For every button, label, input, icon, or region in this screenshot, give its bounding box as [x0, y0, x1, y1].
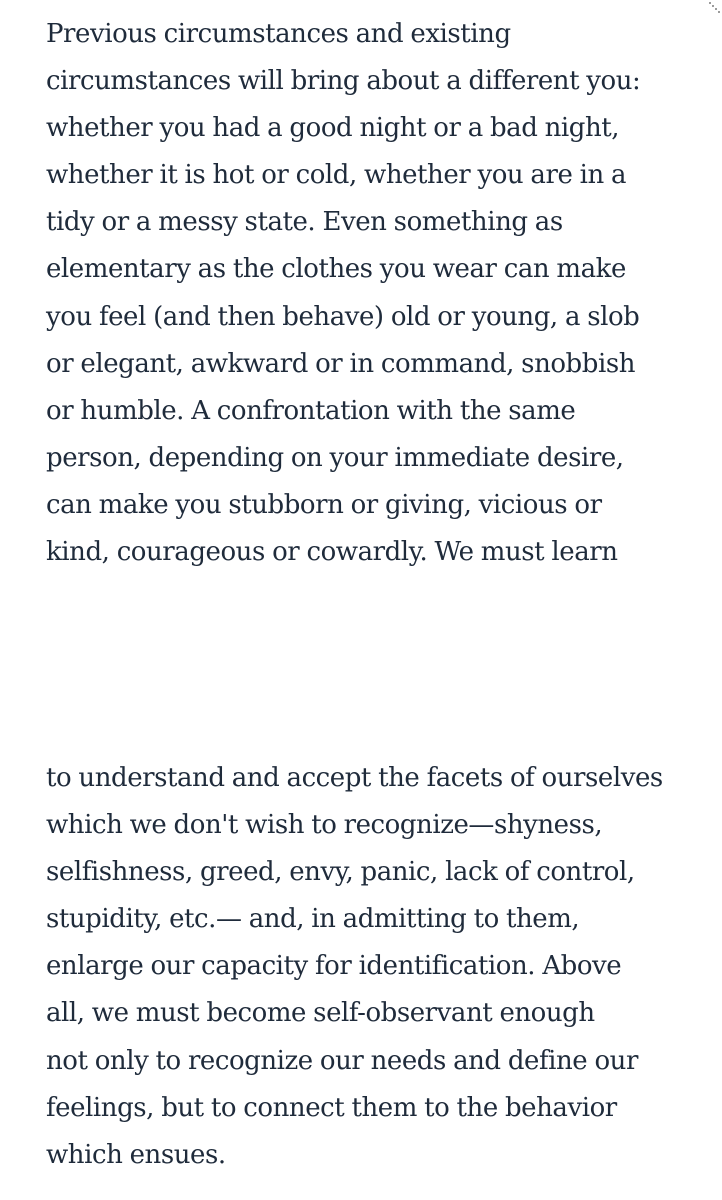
passage-block-1: [46, 11, 722, 576]
text-line: enlarge our capacity for identification. Above: [46, 951, 622, 982]
text-line: tidy or a messy state. Even something as: [46, 207, 563, 238]
text-line: which we don't wish to recognize—shyness,: [46, 810, 603, 841]
text-line: selfishness, greed, envy, panic, lack of control,: [46, 857, 635, 888]
text-line: or humble. A confrontation with the same: [46, 395, 576, 426]
text-line: elementary as the clothes you wear can make: [46, 254, 626, 285]
text-line: or elegant, awkward or in command, snobbish: [46, 348, 636, 379]
text-line: you feel (and then behave) old or young, a slob: [46, 301, 640, 332]
text-line: circumstances will bring about a different you:: [46, 66, 641, 97]
text-line: whether it is hot or cold, whether you are in a: [46, 160, 627, 191]
passage-block-2: [46, 755, 722, 1179]
text-line: whether you had a good night or a bad night,: [46, 113, 620, 144]
text-line: not only to recognize our needs and define our: [46, 1045, 638, 1076]
text-line: stupidity, etc.— and, in admitting to them,: [46, 904, 580, 935]
text-line: to understand and accept the facets of ourselves: [46, 763, 663, 793]
text-line: feelings, but to connect them to the behavior: [46, 1092, 617, 1123]
text-line: person, depending on your immediate desire,: [46, 442, 624, 473]
text-line: which ensues.: [46, 1139, 226, 1170]
text-line: all, we must become self-observant enough: [46, 998, 595, 1029]
text-line: kind, courageous or cowardly. We must learn: [46, 537, 618, 568]
text-line: can make you stubborn or giving, vicious or: [46, 489, 602, 520]
text-line: Previous circumstances and existing: [46, 19, 511, 49]
